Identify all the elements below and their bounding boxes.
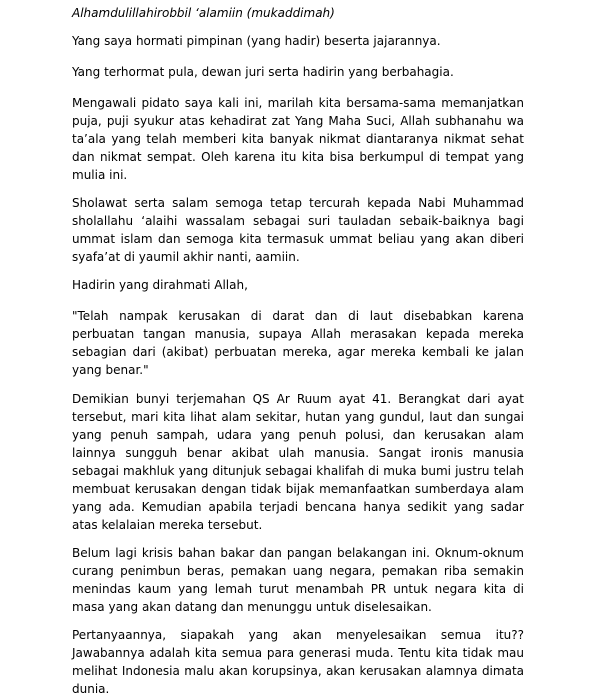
document-body [72, 4, 524, 698]
quran-quote: "Telah nampak kerusakan di darat dan di laut disebabkan karena perbuatan tangan manusia, supaya Allah merasakan kepada mereka sebagian dari (akibat) perbuatan mereka, agar mereka kembali ke jalan yang benar." [72, 309, 524, 377]
opening-paragraph: Mengawali pidato saya kali ini, marilah kita bersama-sama memanjatkan puja, puji syukur atas kehadirat zat Yang Maha Suci, Allah subhanahu wa ta’ala yang telah memberi kita banyak nikmat diantaranya nikmat sehat dan nikmat sempat. Oleh karena itu kita bisa berkumpul di tempat yang mulia ini. [72, 96, 524, 182]
body-paragraph-3: Pertanyaannya, siapakah yang akan menyelesaikan semua itu?? Jawabannya adalah kita semua para generasi muda. Tentu kita tidak mau melihat Indonesia malu akan korupsinya, akan kerusakan alamnya dimata dunia. [72, 628, 524, 696]
greeting-paragraph: Yang saya hormati pimpinan (yang hadir) beserta jajarannya. [72, 34, 441, 48]
body-paragraph-2: Belum lagi krisis bahan bakar dan pangan belakangan ini. Oknum-oknum curang penimbun beras, pemakan uang negara, pemakan riba semakin menindas kaum yang lemah turut menambah PR untuk negara kita di masa yang akan datang dan menunggu untuk diselesaikan. [72, 546, 524, 614]
greeting-paragraph-2: Yang terhormat pula, dewan juri serta hadirin yang berbahagia. [72, 65, 454, 79]
document-title: Alhamdulillahirobbil ‘alamiin (mukaddimah) [72, 6, 335, 20]
sholawat-paragraph: Sholawat serta salam semoga tetap tercurah kepada Nabi Muhammad sholallahu ‘alaihi wassalam sebagai suri tauladan sebaik-baiknya bagi ummat islam dan semoga kita termasuk ummat beliau yang akan diberi syafa’at di yaumil akhir nanti, aamiin. [72, 196, 524, 264]
body-paragraph: Demikian bunyi terjemahan QS Ar Ruum ayat 41. Berangkat dari ayat tersebut, mari kita lihat alam sekitar, hutan yang gundul, laut dan sungai yang penuh sampah, udara yang penuh polusi, dan kerusakan alam lainnya sungguh benar akibat ulah manusia. Sangat ironis manusia sebagai makhluk yang ditunjuk sebagai khalifah di muka bumi justru telah membuat kerusakan dengan tidak bijak memanfaatkan sumberdaya alam yang ada. Kemudian apabila terjadi bencana hanya sedikit yang sadar atas kelalaian mereka tersebut. [72, 392, 524, 532]
address-line: Hadirin yang dirahmati Allah, [72, 278, 248, 292]
